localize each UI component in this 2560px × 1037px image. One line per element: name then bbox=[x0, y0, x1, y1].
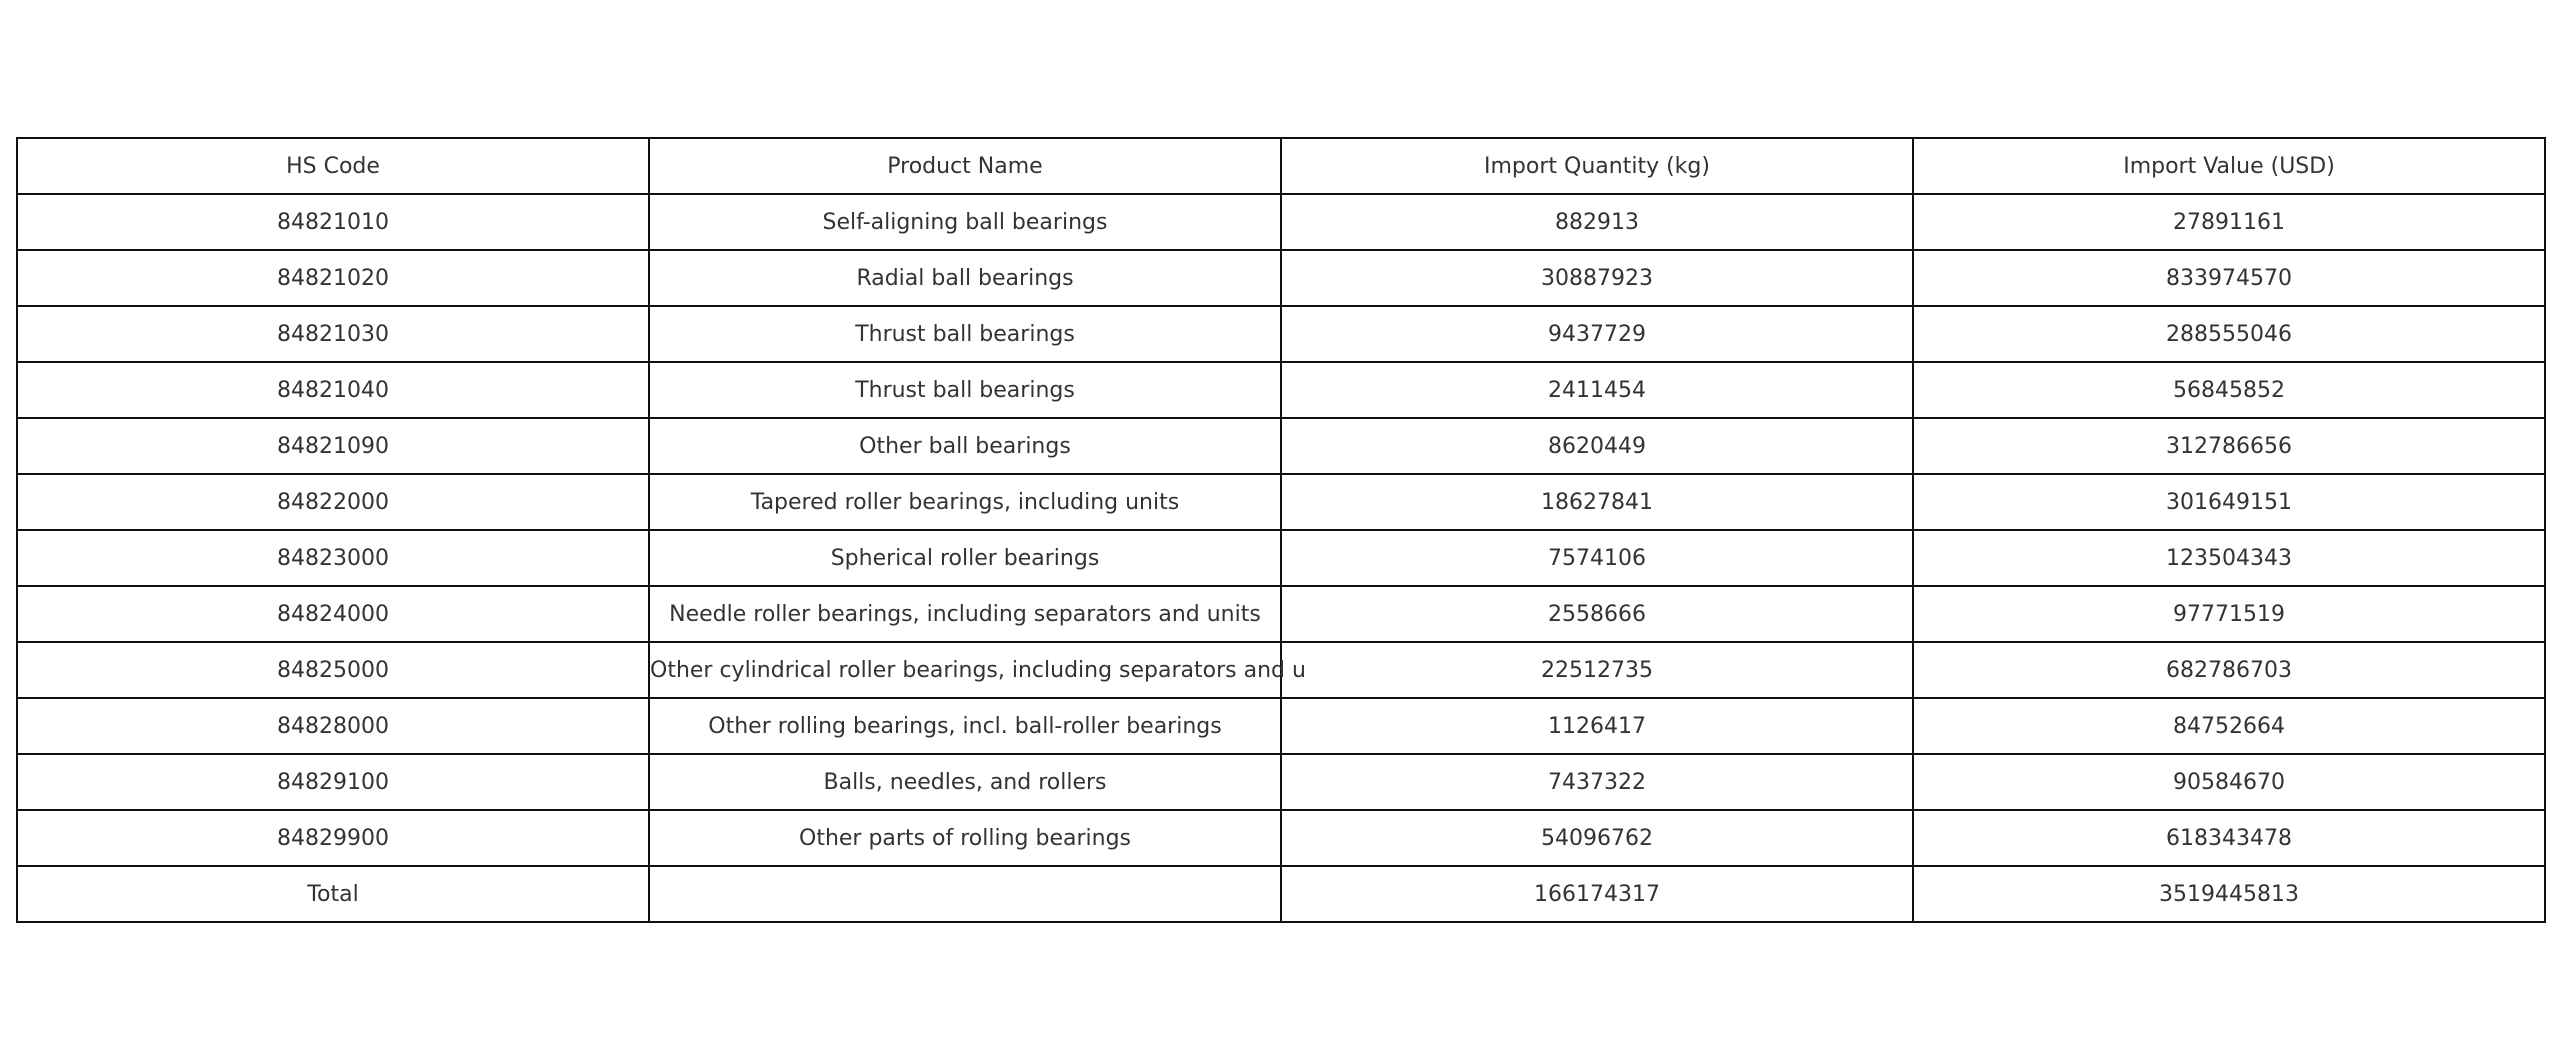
cell-text: 2558666 bbox=[1548, 601, 1646, 627]
cell-import-value bbox=[1913, 306, 2545, 362]
cell-text: Thrust ball bearings bbox=[855, 321, 1075, 347]
cell-text: 90584670 bbox=[2173, 769, 2285, 795]
cell-text: 312786656 bbox=[2166, 433, 2292, 459]
cell-hs-code bbox=[17, 754, 649, 810]
cell-import-value bbox=[1913, 698, 2545, 754]
cell-hs-code bbox=[17, 810, 649, 866]
cell-text: 2411454 bbox=[1548, 377, 1646, 403]
cell-text: 54096762 bbox=[1541, 825, 1653, 851]
cell-text: 56845852 bbox=[2173, 377, 2285, 403]
header-cell-product-name bbox=[649, 138, 1281, 194]
cell-text: 22512735 bbox=[1541, 657, 1653, 683]
cell-import-value bbox=[1913, 362, 2545, 418]
cell-hs-code bbox=[17, 586, 649, 642]
total-row bbox=[17, 866, 2545, 922]
cell-import-quantity bbox=[1281, 698, 1913, 754]
cell-text: 84821040 bbox=[277, 377, 389, 403]
cell-import-quantity bbox=[1281, 642, 1913, 698]
table-row bbox=[17, 810, 2545, 866]
cell-import-quantity bbox=[1281, 250, 1913, 306]
cell-product-name bbox=[649, 586, 1281, 642]
cell-text: 84821090 bbox=[277, 433, 389, 459]
cell-hs-code bbox=[17, 642, 649, 698]
cell-import-value bbox=[1913, 586, 2545, 642]
header-row bbox=[17, 138, 2545, 194]
cell-product-name bbox=[649, 474, 1281, 530]
header-cell-import-value bbox=[1913, 138, 2545, 194]
cell-text: 301649151 bbox=[2166, 489, 2292, 515]
cell-text: 9437729 bbox=[1548, 321, 1646, 347]
cell-text: 84821020 bbox=[277, 265, 389, 291]
cell-hs-code bbox=[17, 698, 649, 754]
header-text: Product Name bbox=[887, 153, 1043, 179]
cell-text: Total bbox=[307, 881, 359, 907]
cell-import-quantity bbox=[1281, 194, 1913, 250]
cell-text: 84825000 bbox=[277, 657, 389, 683]
cell-product-name bbox=[649, 698, 1281, 754]
header-text: Import Value (USD) bbox=[2123, 153, 2335, 179]
cell-import-value bbox=[1913, 530, 2545, 586]
cell-product-name bbox=[649, 754, 1281, 810]
cell-hs-code bbox=[17, 362, 649, 418]
cell-hs-code bbox=[17, 530, 649, 586]
header-cell-import-quantity bbox=[1281, 138, 1913, 194]
cell-text: Thrust ball bearings bbox=[855, 377, 1075, 403]
cell-text: Balls, needles, and rollers bbox=[823, 769, 1107, 795]
table-row bbox=[17, 642, 2545, 698]
cell-product-name bbox=[649, 418, 1281, 474]
cell-text: Other parts of rolling bearings bbox=[799, 825, 1131, 851]
cell-import-value bbox=[1913, 250, 2545, 306]
table-row bbox=[17, 418, 2545, 474]
cell-text: 84822000 bbox=[277, 489, 389, 515]
cell-product-name bbox=[649, 642, 1306, 698]
table-row bbox=[17, 194, 2545, 250]
cell-text: 7437322 bbox=[1548, 769, 1646, 795]
cell-import-value bbox=[1913, 418, 2545, 474]
cell-product-name bbox=[649, 250, 1281, 306]
cell-product-name bbox=[649, 194, 1281, 250]
cell-text: 27891161 bbox=[2173, 209, 2285, 235]
cell-hs-code bbox=[17, 306, 649, 362]
cell-import-quantity bbox=[1281, 418, 1913, 474]
cell-text: Other cylindrical roller bearings, including separators and u bbox=[650, 657, 1306, 683]
cell-hs-code bbox=[17, 866, 649, 922]
cell-text: 8620449 bbox=[1548, 433, 1646, 459]
data-table-container bbox=[16, 137, 2544, 907]
cell-text: Other rolling bearings, incl. ball-roller bearings bbox=[708, 713, 1222, 739]
table-row bbox=[17, 698, 2545, 754]
cell-product-name bbox=[649, 866, 1281, 922]
cell-product-name bbox=[649, 306, 1281, 362]
cell-text: 84823000 bbox=[277, 545, 389, 571]
table-row bbox=[17, 586, 2545, 642]
cell-text: 84821030 bbox=[277, 321, 389, 347]
data-table bbox=[16, 137, 2546, 923]
cell-import-quantity bbox=[1281, 810, 1913, 866]
cell-text: Radial ball bearings bbox=[856, 265, 1074, 291]
cell-text: 84828000 bbox=[277, 713, 389, 739]
cell-product-name bbox=[649, 362, 1281, 418]
cell-import-quantity bbox=[1281, 362, 1913, 418]
cell-text: 84821010 bbox=[277, 209, 389, 235]
cell-text: 84829100 bbox=[277, 769, 389, 795]
table-row bbox=[17, 362, 2545, 418]
cell-import-quantity bbox=[1281, 754, 1913, 810]
cell-import-quantity bbox=[1281, 866, 1913, 922]
header-text: HS Code bbox=[286, 153, 380, 179]
cell-import-value bbox=[1913, 810, 2545, 866]
cell-text: 1126417 bbox=[1548, 713, 1646, 739]
header-text: Import Quantity (kg) bbox=[1484, 153, 1710, 179]
cell-text: 84829900 bbox=[277, 825, 389, 851]
cell-import-quantity bbox=[1281, 474, 1913, 530]
cell-import-value bbox=[1913, 866, 2545, 922]
cell-text: 123504343 bbox=[2166, 545, 2292, 571]
cell-product-name bbox=[649, 530, 1281, 586]
cell-text: 288555046 bbox=[2166, 321, 2292, 347]
cell-import-quantity bbox=[1281, 586, 1913, 642]
table-row bbox=[17, 754, 2545, 810]
cell-text: 3519445813 bbox=[2159, 881, 2299, 907]
cell-hs-code bbox=[17, 250, 649, 306]
cell-text: 30887923 bbox=[1541, 265, 1653, 291]
table-row bbox=[17, 306, 2545, 362]
cell-text: Spherical roller bearings bbox=[830, 545, 1100, 571]
cell-text: 84752664 bbox=[2173, 713, 2285, 739]
cell-text: 618343478 bbox=[2166, 825, 2292, 851]
header-cell-hs-code bbox=[17, 138, 649, 194]
cell-import-value bbox=[1913, 474, 2545, 530]
cell-text: 166174317 bbox=[1534, 881, 1660, 907]
cell-hs-code bbox=[17, 194, 649, 250]
cell-text: 882913 bbox=[1555, 209, 1639, 235]
cell-import-value bbox=[1913, 754, 2545, 810]
cell-hs-code bbox=[17, 474, 649, 530]
cell-text: Needle roller bearings, including separators and units bbox=[669, 601, 1261, 627]
cell-text: 682786703 bbox=[2166, 657, 2292, 683]
cell-import-value bbox=[1913, 642, 2545, 698]
cell-product-name bbox=[649, 810, 1281, 866]
cell-text: 833974570 bbox=[2166, 265, 2292, 291]
table-row bbox=[17, 530, 2545, 586]
cell-hs-code bbox=[17, 418, 649, 474]
cell-import-quantity bbox=[1281, 530, 1913, 586]
cell-text: 18627841 bbox=[1541, 489, 1653, 515]
cell-text: 7574106 bbox=[1548, 545, 1646, 571]
cell-text: Other ball bearings bbox=[859, 433, 1071, 459]
cell-text: 84824000 bbox=[277, 601, 389, 627]
table-row bbox=[17, 474, 2545, 530]
table-body bbox=[17, 194, 2545, 922]
cell-import-quantity bbox=[1281, 306, 1913, 362]
cell-import-value bbox=[1913, 194, 2545, 250]
table-row bbox=[17, 250, 2545, 306]
cell-text: Tapered roller bearings, including units bbox=[750, 489, 1180, 515]
cell-text: 97771519 bbox=[2173, 601, 2285, 627]
cell-text: Self-aligning ball bearings bbox=[822, 209, 1108, 235]
